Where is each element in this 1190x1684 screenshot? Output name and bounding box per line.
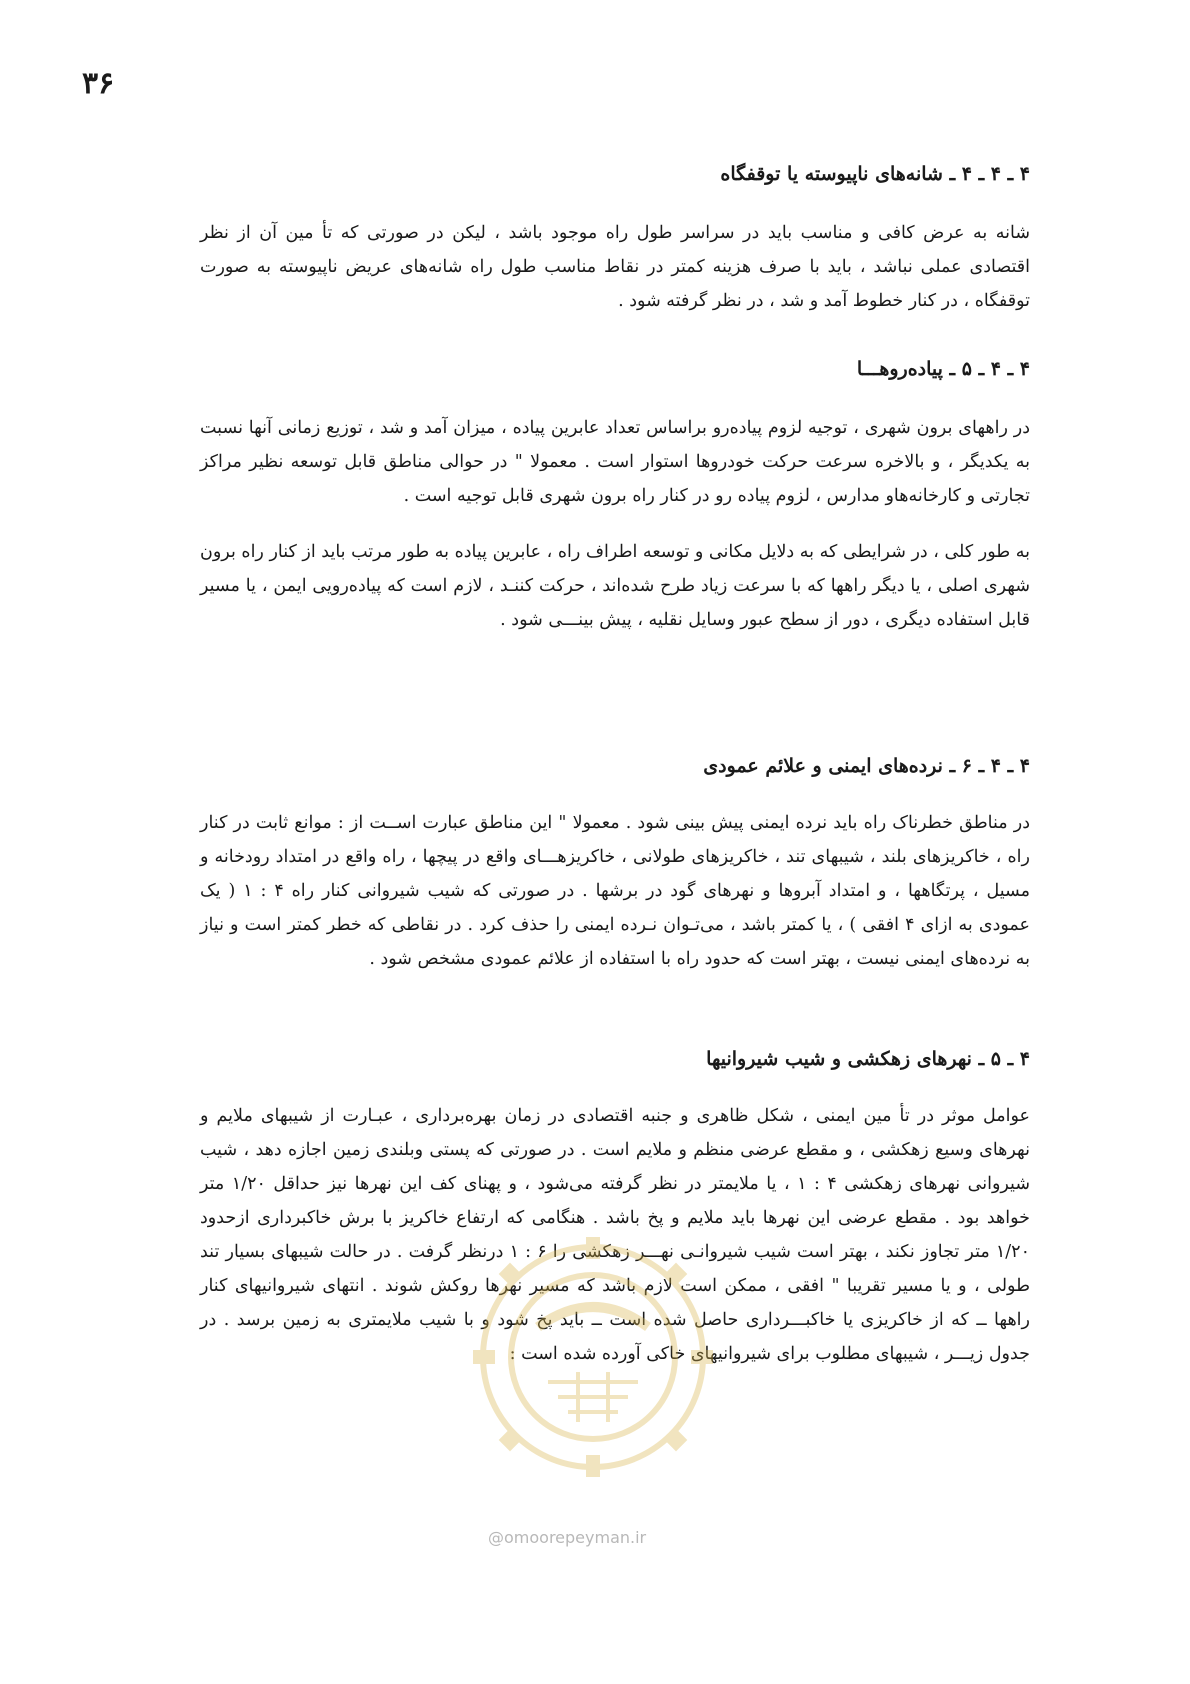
paragraph: شانه به عرض کافی و مناسب باید در سراسر طول راه موجود باشد ، لیکن در صورتی که تأ مین آن از نظر اقتصادی عملی نباشد ، باید با صرف هزینه کمتر در نقاط مناسب طول راه شانه‌های عریض ناپیوسته به صورت توقفگاه ، در کنار خطوط آمد و شد ، در نظر گرفته شود .: [200, 223, 1030, 311]
section-guardrails: [200, 752, 1030, 976]
paragraph: در مناطق خطرناک راه باید نرده ایمنی پیش بینی شود . معمولا " این مناطق عبارت اســت از : موانع ثابت در کنار راه ، خاکریزهای بلند ، شیبهای تند ، خاکریزهای طولانی ، خاکریزهـــای واقع در پیچها ، راه واقع در امتداد رودخانه و مسیل ، پرتگاهها ، و امتداد آبروها و نهرهای گود در برشها . در صورتی که شیب شیروانی کنار راه ۴ : ۱ ( یک عمودی به ازای ۴ افقی ) ، یا کمتر باشد ، می‌تـوان نـرده ایمنی را حذف کرد . در نقاطی که خطر کمتر است و نیاز به نرده‌های ایمنی نیست ، بهتر است که حدود راه با استفاده از علائم عمودی مشخص شود .: [200, 813, 1030, 969]
watermark-seal-icon: [468, 1232, 718, 1482]
section-heading: ۴ ـ ۴ ـ ۶ ـ نرده‌های ایمنی و علائم عمودی: [703, 755, 1030, 777]
section-heading: ۴ ـ ۵ ـ نهرهای زهکشی و شیب شیروانیها: [706, 1048, 1030, 1070]
page-number: ۳۶: [82, 66, 115, 101]
section-sidewalks: [200, 355, 1030, 637]
section-shoulders: [200, 160, 1030, 318]
watermark-url: @omoorepeyman.ir: [488, 1528, 647, 1547]
paragraph: در راههای برون شهری ، توجیه لزوم پیاده‌رو براساس تعداد عابرین پیاده ، میزان آمد و شد ، توزیع زمانی آنها نسبت به یکدیگر ، و بالاخره سرعت حرکت خودروها استوار است . معمولا " در حوالی مناطق قابل توسعه نظیر مراکز تجارتی و کارخانه‌هاو مدارس ، لزوم پیاده رو در کنار راه برون شهری قابل توجیه است .: [200, 418, 1030, 506]
section-heading: ۴ ـ ۴ ـ ۵ ـ پیاده‌روهـــا: [856, 358, 1030, 380]
paragraph: به طور کلی ، در شرایطی که به دلایل مکانی و توسعه اطراف راه ، عابرین پیاده به طور مرتب باید از کنار راه برون شهری اصلی ، یا دیگر راهها که با سرعت زیاد طرح شده‌اند ، حرکت کننـد ، لازم است که پیاده‌رویی ایمن ، یا مسیر قابل استفاده دیگری ، دور از سطح عبور وسایل نقلیه ، پیش بینـــی شود .: [200, 542, 1030, 630]
paragraph: عوامل موثر در تأ مین ایمنی ، شکل ظاهری و جنبه اقتصادی در زمان بهره‌برداری ، عبـارت از شیبهای ملایم و نهرهای وسیع زهکشی ، و مقطع عرضی منظم و ملایم است . در صورتی که پستی وبلندی زمین اجازه دهد ، شیب شیروانی نهرهای زهکشی ۴ : ۱ ، یا ملایمتر در نظر گرفته می‌شود ، و پهنای کف این نهرها نیز حداقل ۱/۲۰ متر خواهد بود . مقطع عرضی این نهرها باید ملایم و پخ باشد . هنگامی که ارتفاع خاکریز با برش خاکبرداری ازحدود ۱/۲۰ متر تجاوز نکند ، بهتر است شیب شیروانـی نهـــر زهکشی را ۶ : ۱ درنظر گرفت . در حالت شیبهای بسیار تند طولی ، و یا مسیر تقریبا " افقی ، ممکن است لازم باشد که مسیر نهرها روکش شوند . انتهای شیروانیهای کنار راهها ــ که از خاکریزی یا خاکبـــرداری حاصل شده است ــ باید پخ شود و با شیب ملایمتری به زمین برسد . در جدول زیـــر ، شیبهای مطلوب برای شیروانیهای خاکی آورده شده است :: [200, 1106, 1031, 1364]
section-heading: ۴ ـ ۴ ـ ۴ ـ شانه‌های ناپیوسته یا توقفگاه: [720, 163, 1030, 185]
